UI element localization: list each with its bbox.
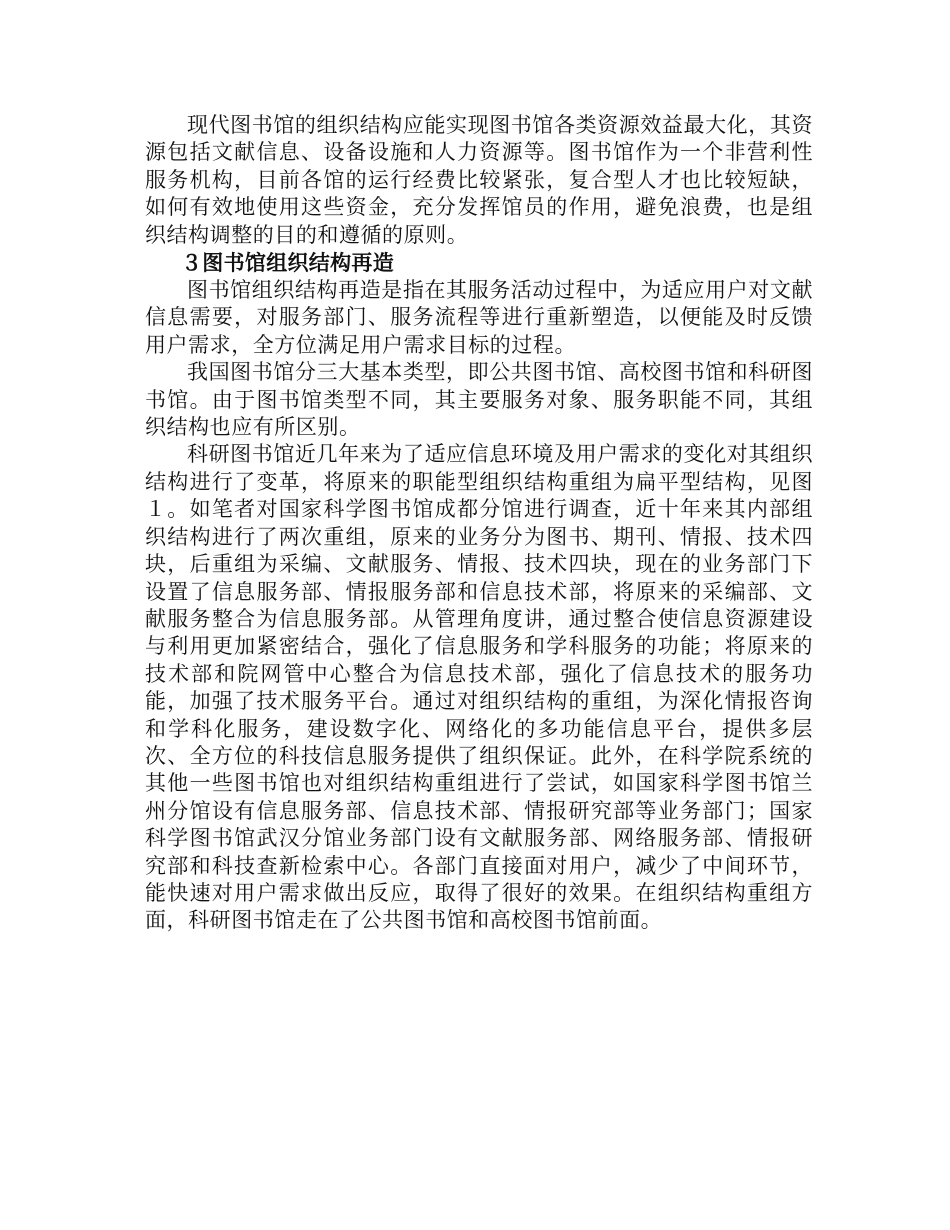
paragraph-research-library-reorganization: 科研图书馆近几年来为了适应信息环境及用户需求的变化对其组织结构进行了变革，将原来的职能型组织结构重组为扁平型结构，见图１。如笔者对国家科学图书馆成都分馆进行调查，近十年来其内部组织结构进行了两次重组，原来的业务分为图书、期刊、情报、技术四块，后重组为采编、文献服务、情报、技术四块，现在的业务部门下设置了信息服务部、情报服务部和信息技术部，将原来的采编部、文献服务整合为信息服务部。从管理角度讲，通过整合使信息资源建设与利用更加紧密结合，强化了信息服务和学科服务的功能；将原来的技术部和院网管中心整合为信息技术部，强化了信息技术的服务功能，加强了技术服务平台。通过对组织结构的重组，为深化情报咨询和学科化服务，建设数字化、网络化的多功能信息平台，提供多层次、全方位的科技信息服务提供了组织保证。此外，在科学院系统的其他一些图书馆也对组织结构重组进行了尝试，如国家科学图书馆兰州分馆设有信息服务部、信息技术部、情报研究部等业务部门；国家科学图书馆武汉分馆业务部门设有文献服务部、网络服务部、情报研究部和科技查新检索中心。各部门直接面对用户，减少了中间环节，能快速对用户需求做出反应，取得了很好的效果。在组织结构重组方面，科研图书馆走在了公共图书馆和高校图书馆前面。: [145, 442, 813, 933]
paragraph-library-types: 我国图书馆分三大基本类型，即公共图书馆、高校图书馆和科研图书馆。由于图书馆类型不同，其主要服务对象、服务职能不同，其组织结构也应有所区别。: [145, 360, 813, 440]
document-page: [145, 112, 813, 935]
paragraph-resource-efficiency: 现代图书馆的组织结构应能实现图书馆各类资源效益最大化，其资源包括文献信息、设备设施和人力资源等。图书馆作为一个非营利性服务机构，目前各馆的运行经费比较紧张，复合型人才也比较短缺，如何有效地使用这些资金，充分发挥馆员的作用，避免浪费，也是组织结构调整的目的和遵循的原则。: [145, 113, 813, 247]
paragraph-reengineering-definition: 图书馆组织结构再造是指在其服务活动过程中，为适应用户对文献信息需要，对服务部门、服务流程等进行重新塑造，以便能及时反馈用户需求，全方位满足用户需求目标的过程。: [145, 278, 813, 357]
section-heading: ３图书馆组织结构再造: [181, 251, 394, 276]
